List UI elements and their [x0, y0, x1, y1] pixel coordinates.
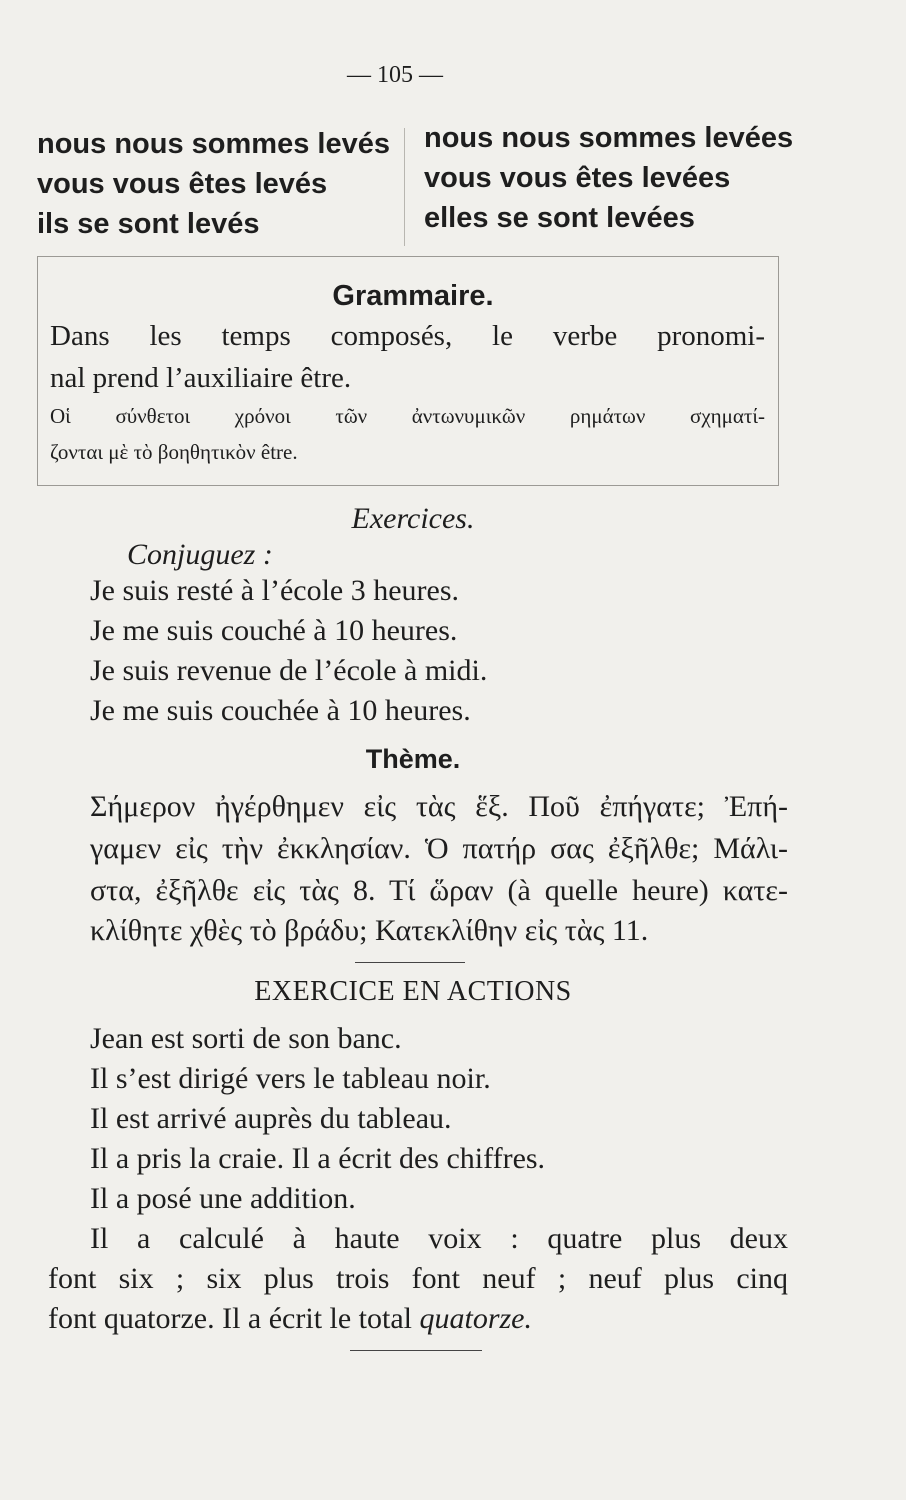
conjugation-fem-line: vous vous êtes levées: [424, 162, 731, 194]
action-line: Il s’est dirigé vers le tableau noir.: [90, 1062, 491, 1095]
theme-title: Thème.: [365, 744, 461, 774]
actions-title: EXERCICE EN ACTIONS: [254, 976, 572, 1007]
exercises-title: Exercices.: [351, 502, 475, 535]
column-divider: [404, 128, 405, 246]
theme-line: κλίθητε χθὲς τὸ βράδυ; Κατεκλίθην εἰς τὰς 11.: [90, 914, 649, 947]
grammar-greek-line: ζονται μὲ τὸ βοηθητικὸν être.: [50, 440, 298, 464]
action-line-text: font quatorze. Il a écrit le total: [48, 1302, 412, 1335]
action-line-last: [48, 1302, 532, 1336]
action-line: Il a pris la craie. Il a écrit des chiffres.: [90, 1142, 546, 1175]
conjugation-masc-line: ils se sont levés: [37, 208, 260, 240]
page-number: — 105 —: [347, 62, 443, 88]
action-line: Il est arrivé auprès du tableau.: [90, 1102, 452, 1135]
action-line: Il a posé une addition.: [90, 1182, 356, 1215]
theme-line: Σήμερον ἠγέρθημεν εἰς τὰς ἕξ. Ποῦ ἐπήγατε; Ἐπή-: [90, 790, 788, 823]
exercise-sentence: Je me suis couché à 10 heures.: [90, 614, 458, 647]
conjugation-fem-line: nous nous sommes levées: [424, 122, 794, 154]
conjugation-masc-line: vous vous êtes levés: [37, 168, 328, 200]
theme-line: στα, ἐξῆλθε εἰς τὰς 8. Τί ὥραν (à quelle heure) κατε-: [90, 874, 788, 907]
exercise-sentence: Je suis resté à l’école 3 heures.: [90, 574, 460, 607]
exercises-instruction: Conjuguez :: [127, 538, 273, 571]
grammar-greek-line: Οἱ σύνθετοι χρόνοι τῶν ἀντωνυμικῶν ρημάτων σχηματί-: [50, 404, 765, 428]
exercise-sentence: Je me suis couchée à 10 heures.: [90, 694, 471, 727]
exercise-sentence: Je suis revenue de l’école à midi.: [90, 654, 488, 687]
action-line: Jean est sorti de son banc.: [90, 1022, 402, 1055]
conjugation-masc-line: nous nous sommes levés: [37, 128, 390, 160]
theme-line: γαμεν εἰς τὴν ἐκκλησίαν. Ὁ πατήρ σας ἐξῆλθε; Μάλι-: [90, 832, 788, 865]
end-separator: [350, 1350, 482, 1351]
conjugation-fem-line: elles se sont levées: [424, 202, 695, 234]
grammar-line: Dans les temps composés, le verbe pronomi-: [50, 320, 765, 352]
section-separator: [355, 962, 465, 963]
grammar-title: Grammaire.: [332, 280, 494, 312]
action-line-italic: quatorze.: [419, 1302, 532, 1335]
grammar-line: nal prend l’auxiliaire être.: [50, 362, 352, 394]
action-line: Il a calculé à haute voix : quatre plus deux: [90, 1222, 788, 1255]
action-line: font six ; six plus trois font neuf ; neuf plus cinq: [48, 1262, 788, 1295]
